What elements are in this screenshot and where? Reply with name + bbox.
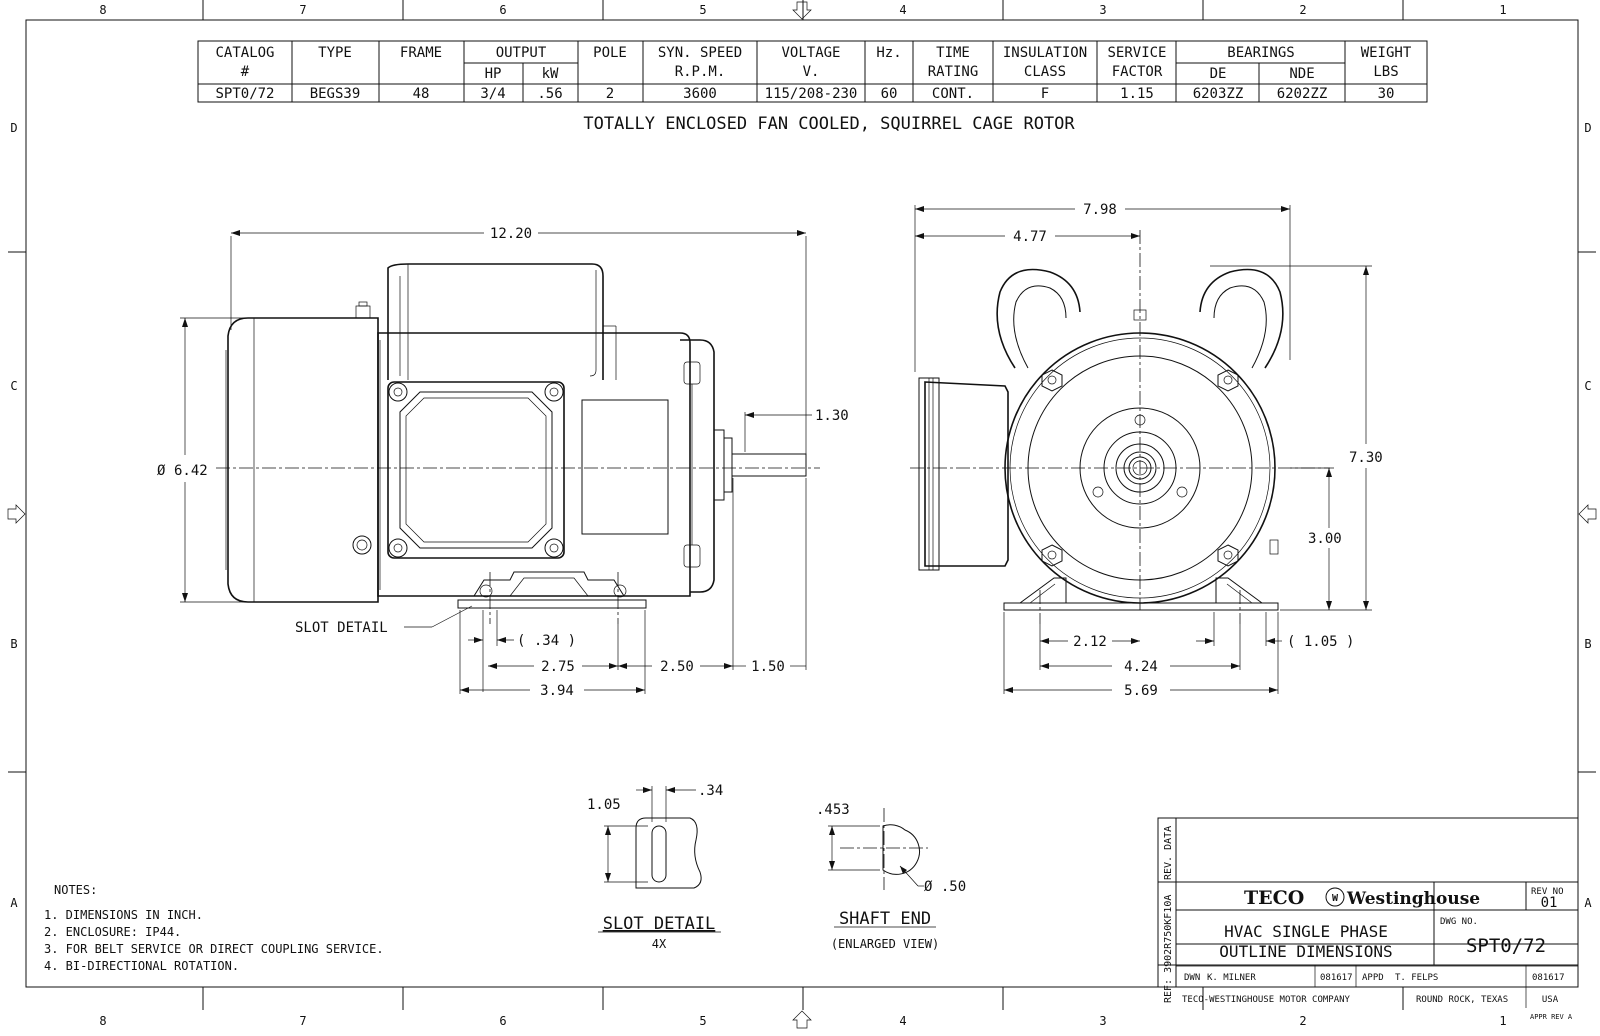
td-catalog: SPT0/72: [215, 86, 275, 102]
td-syn-speed: 3600: [683, 86, 717, 102]
zone-col-top: 2: [1299, 3, 1307, 17]
appd-name: T. FELPS: [1395, 973, 1439, 983]
zone-col-bottom: 8: [99, 1014, 107, 1028]
td-frame: 48: [412, 86, 430, 102]
td-insulation: F: [1040, 86, 1050, 102]
dwn-label: DWN: [1184, 973, 1201, 983]
dim-bolt-spacing: 4.24: [1124, 659, 1158, 675]
dwn-date: 081617: [1320, 973, 1353, 983]
zone-col-bottom: 2: [1299, 1014, 1307, 1028]
dim-slot-width: ( .34 ): [517, 633, 577, 649]
dim-1-50: 1.50: [751, 659, 785, 675]
zone-col-top: 6: [499, 3, 507, 17]
ref-number: REF: 3902R750KF10A: [1163, 894, 1174, 1003]
base-mount: [474, 572, 624, 596]
diameter-symbol: Ø: [157, 463, 166, 479]
zone-ticks: [8, 0, 1596, 1010]
zone-labels: [10, 3, 1592, 1028]
zone-col-bottom: 4: [899, 1014, 907, 1028]
td-nde: 6202ZZ: [1276, 86, 1328, 102]
center-mark-right: [1579, 505, 1596, 523]
zone-col-top: 4: [899, 3, 907, 17]
th-insulation-2: CLASS: [1023, 64, 1067, 80]
shaft-end: [816, 802, 966, 951]
svg-text:W: W: [1331, 893, 1339, 904]
title-line-2: OUTLINE DIMENSIONS: [1219, 942, 1393, 961]
th-output: OUTPUT: [495, 45, 547, 61]
dim-end-height: 7.30: [1349, 450, 1383, 466]
slot-detail-width: .34: [698, 783, 724, 799]
title-block: [1158, 818, 1578, 1021]
zone-col-top: 1: [1499, 3, 1507, 17]
th-de: DE: [1209, 66, 1227, 82]
th-catalog-2: #: [240, 64, 250, 80]
company-location: ROUND ROCK, TEXAS: [1416, 995, 1509, 1005]
conduit-box-side: [925, 382, 1008, 566]
zone-row-right: B: [1584, 637, 1592, 651]
zone-col-top: 5: [699, 3, 707, 17]
td-weight: 30: [1377, 86, 1395, 102]
zone-row-left: B: [10, 637, 18, 651]
th-catalog: CATALOG: [215, 45, 275, 61]
td-type: BEGS39: [309, 86, 361, 102]
dim-2-50: 2.50: [660, 659, 694, 675]
center-mark-top: [793, 2, 811, 19]
conduit-box: [388, 382, 564, 558]
fan-cover: [228, 318, 378, 602]
dim-3-94: 3.94: [540, 683, 574, 699]
rev-no-label: REV NO: [1531, 887, 1564, 897]
dim-overall-length: 12.20: [489, 226, 533, 242]
th-insulation: INSULATION: [1002, 45, 1088, 61]
dim-shaft-height: 3.00: [1308, 531, 1342, 547]
appr-rev: APPR REV A: [1530, 1013, 1573, 1021]
th-pole: POLE: [593, 45, 627, 61]
note-item: 4. BI-DIRECTIONAL ROTATION.: [44, 959, 240, 973]
zone-col-bottom: 1: [1499, 1014, 1507, 1028]
zone-col-bottom: 6: [499, 1014, 507, 1028]
end-base-plate: [1004, 603, 1278, 610]
th-bearings: BEARINGS: [1227, 45, 1295, 61]
dwg-no-label: DWG NO.: [1440, 917, 1478, 927]
zone-col-bottom: 7: [299, 1014, 307, 1028]
zone-col-bottom: 3: [1099, 1014, 1107, 1028]
notes: [44, 883, 384, 973]
td-pole: 2: [605, 86, 615, 102]
th-service: SERVICE: [1107, 45, 1167, 61]
zone-row-left: D: [10, 121, 18, 135]
zone-col-bottom: 5: [699, 1014, 707, 1028]
td-kw: .56: [537, 86, 563, 102]
center-mark-bottom: [793, 1011, 811, 1028]
end-view: [910, 202, 1383, 699]
title-line-1: HVAC SINGLE PHASE: [1224, 922, 1388, 941]
shaft-end-subtitle: (ENLARGED VIEW): [830, 937, 940, 951]
appd-label: APPD: [1362, 973, 1384, 983]
td-service: 1.15: [1120, 86, 1154, 102]
drawing-subtitle: TOTALLY ENCLOSED FAN COOLED, SQUIRREL CAGE ROTOR: [583, 114, 1075, 134]
zone-row-right: C: [1584, 379, 1592, 393]
box-screw: [545, 383, 563, 401]
slot-detail-callout: SLOT DETAIL: [295, 620, 388, 636]
zone-col-top: 7: [299, 3, 307, 17]
slot-detail-title: SLOT DETAIL: [602, 914, 716, 934]
notes-title: NOTES:: [54, 883, 98, 897]
end-bracket: [680, 340, 714, 592]
company-name: TECO-WESTINGHOUSE MOTOR COMPANY: [1182, 995, 1350, 1005]
dwn-name: K. MILNER: [1207, 973, 1256, 983]
dim-half-bolt: 2.12: [1073, 634, 1107, 650]
appd-date: 081617: [1532, 973, 1565, 983]
shaft: [732, 454, 806, 476]
th-frame: FRAME: [399, 45, 443, 61]
shaft-end-diameter: Ø .50: [924, 879, 967, 895]
ground-screw: [353, 536, 371, 554]
th-nde: NDE: [1289, 66, 1315, 82]
th-hp: HP: [484, 66, 502, 82]
th-service-2: FACTOR: [1111, 64, 1163, 80]
dim-end-offset: 4.77: [1013, 229, 1047, 245]
box-screw: [545, 539, 563, 557]
shaft-end-flat: .453: [816, 802, 850, 818]
th-hz: Hz.: [876, 45, 902, 61]
motor-frame: [378, 333, 690, 596]
th-time-rating-2: RATING: [927, 64, 979, 80]
capacitor-cover: [388, 264, 603, 380]
note-item: 2. ENCLOSURE: IP44.: [44, 925, 182, 939]
logo-teco: TECO: [1244, 887, 1305, 909]
drawing-border: [26, 20, 1578, 987]
rev-data-label: REV. DATA: [1163, 825, 1174, 880]
box-screw: [389, 383, 407, 401]
logo-westinghouse: Westinghouse: [1347, 889, 1481, 909]
zone-col-top: 3: [1099, 3, 1107, 17]
dwg-no: SPT0/72: [1465, 935, 1547, 957]
slot-detail: [587, 783, 723, 951]
box-screw: [389, 539, 407, 557]
th-voltage-2: V.: [802, 64, 820, 80]
zone-row-left: A: [10, 896, 18, 910]
td-de: 6203ZZ: [1192, 86, 1244, 102]
td-hp: 3/4: [480, 86, 506, 102]
zone-col-top: 8: [99, 3, 107, 17]
dim-diameter: 6.42: [174, 463, 208, 479]
nameplate-screw: [356, 306, 370, 318]
note-item: 1. DIMENSIONS IN INCH.: [44, 908, 203, 922]
th-type: TYPE: [318, 45, 352, 61]
side-view: [157, 226, 849, 699]
th-time-rating: TIME: [936, 45, 970, 61]
dim-2-75: 2.75: [541, 659, 575, 675]
th-syn-speed: SYN. SPEED: [657, 45, 743, 61]
nameplate: [582, 400, 668, 534]
zone-row-left: C: [10, 379, 18, 393]
dim-slot-length: ( 1.05 ): [1287, 634, 1355, 650]
slot-detail-length: 1.05: [587, 797, 621, 813]
slot-detail-foot: [636, 818, 701, 888]
td-voltage: 115/208-230: [764, 86, 858, 102]
conduit-box-lid: [400, 392, 552, 548]
th-syn-speed-2: R.P.M.: [674, 64, 726, 80]
th-weight: WEIGHT: [1360, 45, 1412, 61]
center-mark-left: [8, 505, 25, 523]
th-weight-2: LBS: [1373, 64, 1399, 80]
th-kw: kW: [541, 66, 559, 82]
dim-base-width: 5.69: [1124, 683, 1158, 699]
slot-detail-slot: [652, 826, 666, 882]
company-country: USA: [1541, 995, 1559, 1005]
slot-detail-qty: 4X: [651, 937, 667, 951]
td-time-rating: CONT.: [931, 86, 975, 102]
note-item: 3. FOR BELT SERVICE OR DIRECT COUPLING SERVICE.: [44, 942, 384, 956]
zone-row-right: D: [1584, 121, 1592, 135]
dim-shaft-extension: 1.30: [815, 408, 849, 424]
dim-end-width: 7.98: [1083, 202, 1117, 218]
th-voltage: VOLTAGE: [781, 45, 841, 61]
shaft-end-title: SHAFT END: [838, 909, 932, 929]
rev-no: 01: [1540, 895, 1558, 911]
td-hz: 60: [880, 86, 898, 102]
spec-table: [198, 41, 1427, 102]
bearing-hub: [714, 430, 724, 500]
zone-row-right: A: [1584, 896, 1592, 910]
